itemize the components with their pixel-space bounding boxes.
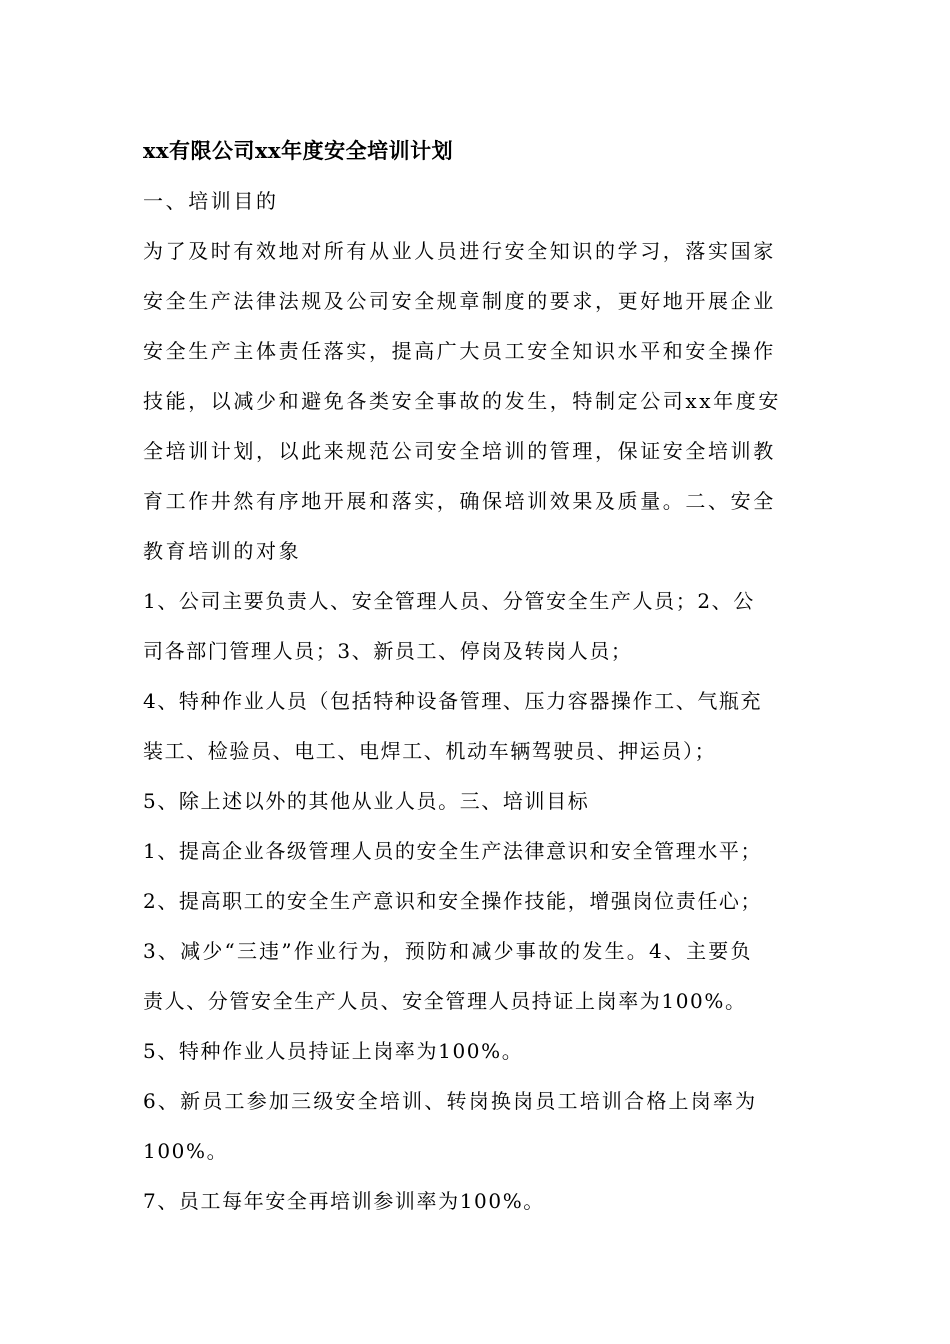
paragraph-line: 安全生产法律法规及公司安全规章制度的要求，更好地开展企业	[143, 289, 776, 313]
list-item: 2、提高职工的安全生产意识和安全操作技能，增强岗位责任心；	[143, 889, 763, 913]
list-item: 100%。	[143, 1139, 229, 1163]
paragraph-line: 1、公司主要负责人、安全管理人员、分管安全生产人员；2、公	[143, 589, 755, 613]
paragraph-line: 全培训计划，以此来规范公司安全培训的管理，保证安全培训教	[143, 439, 776, 463]
paragraph-line: 安全生产主体责任落实，提高广大员工安全知识水平和安全操作	[143, 339, 776, 363]
list-item: 责人、分管安全生产人员、安全管理人员持证上岗率为100%。	[143, 989, 747, 1013]
paragraph-line: 司各部门管理人员；3、新员工、停岗及转岗人员；	[143, 639, 633, 663]
list-item: 6、新员工参加三级安全培训、转岗换岗员工培训合格上岗率为	[143, 1089, 758, 1113]
paragraph-line: 为了及时有效地对所有从业人员进行安全知识的学习，落实国家	[143, 239, 776, 263]
paragraph-line: 5、除上述以外的其他从业人员。三、培训目标	[143, 789, 590, 813]
list-item: 5、特种作业人员持证上岗率为100%。	[143, 1039, 524, 1063]
list-item: 7、员工每年安全再培训参训率为100%。	[143, 1189, 545, 1213]
paragraph-line: 4、特种作业人员（包括特种设备管理、压力容器操作工、气瓶充	[143, 689, 763, 713]
paragraph-line: 教育培训的对象	[143, 539, 302, 563]
list-item: 3、减少“三违”作业行为，预防和减少事故的发生。4、主要负	[143, 939, 753, 963]
list-item: 1、提高企业各级管理人员的安全生产法律意识和安全管理水平；	[143, 839, 763, 863]
paragraph-line: 装工、检验员、电工、电焊工、机动车辆驾驶员、押运员）；	[143, 739, 717, 763]
paragraph-line: 育工作井然有序地开展和落实，确保培训效果及质量。二、安全	[143, 489, 776, 513]
paragraph-line: 技能，以减少和避免各类安全事故的发生，特制定公司xx年度安	[143, 389, 781, 413]
section-heading-training-purpose: 一、培训目的	[143, 189, 279, 213]
document-title: xx有限公司xx年度安全培训计划	[143, 138, 454, 163]
